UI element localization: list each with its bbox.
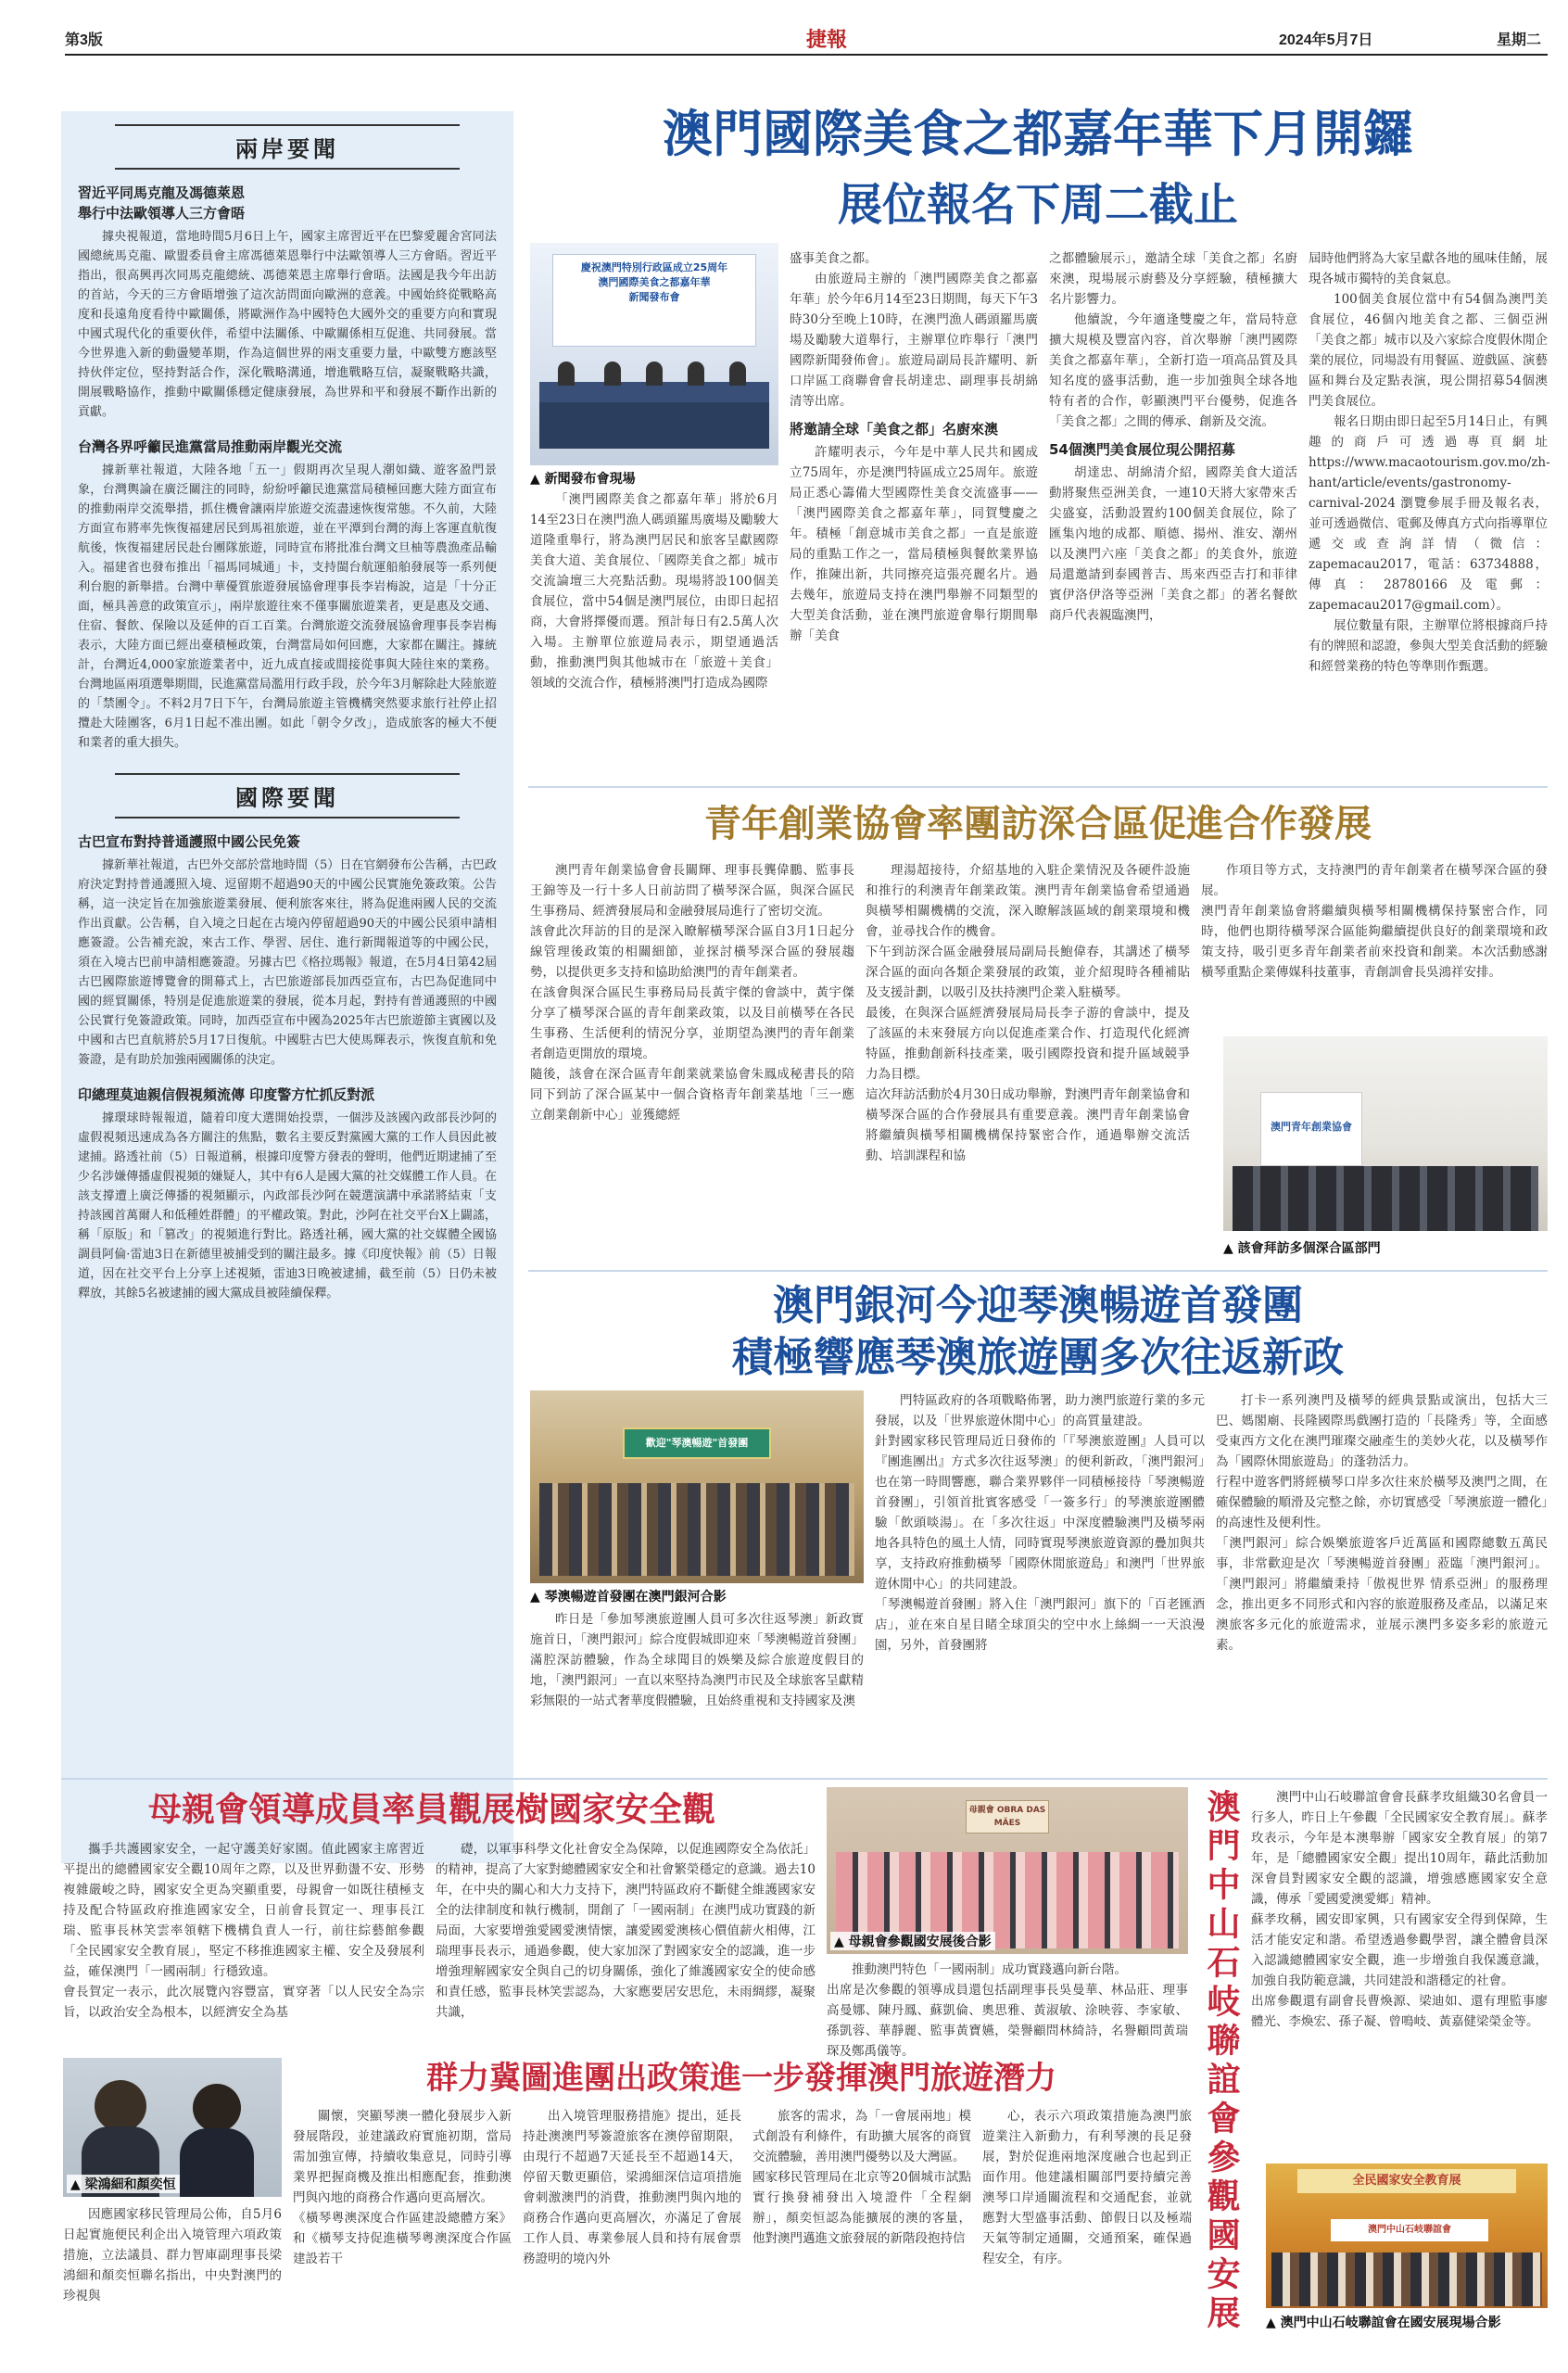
story4-column-1: 攜手共護國家安全，一起守護美好家園。值此國家主席習近平提出的總體國家安全觀10周年之際，以及世界動盪不安、形勢複雜嚴峻之時，國家安全更為突顯重要，母親會一如既往積極支持及配合特區政府推進國家安全，日前會長賀定一、理事長江瑞、監事長林笑雲率領轄下機構負責人一行，前往綜藝館參觀「全民國家安全教育展」，堅定不移推進國家主權、安全及發展利益，確保澳門「一國兩制」行穩致遠。 會長賀定一表示，此次展覽內容豐富，實穿著「以人民安全為宗旨，以政治安全為根本，以經濟安全為基	[63, 1842, 424, 2020]
backdrop-text: 新聞發布會	[628, 291, 680, 303]
story5-vertical-headline: 澳門中山石岐聯誼會參觀國安展	[1202, 1789, 1240, 2334]
story2-column-1: 澳門青年創業協會會長關輝、理事長龔偉鵬、監事長王錦等及一行十多人日前訪問了橫琴深合區，與深合區民生事務局、經濟發展局和金融發展局進行了密切交流。 該會此次拜訪的目的是深入瞭解橫琴深合區自3月1日起分線管理後政策的相關細節，並探討橫琴深合區的發展趨勢，以提供更多支持和協助給澳門的青年創業者。 在該會與深合區民生事務局局長黃宇傑的會談中，黃宇傑分享了橫琴深合區的青年創業政策，以及目前橫琴在各民生事務、生活便利的情況分享，並期望為澳門的青年創業者創造更開放的環境。 隨後，該會在深合區青年創業就業協會朱鳳成秘書長的陪同下到訪了深合區某中一個合資格青年創業基地「三一應立創業創新中心」並獲總經	[530, 863, 854, 1123]
story1-column-2: 盛事美食之都。 由旅遊局主辦的「澳門國際美食之都嘉年華」於今年6月14至23日期間，每天下午3時30分至晚上10時，在澳門漁人碼頭羅馬廣場及勵駿大道舉行，主辦單位昨舉行「澳門國際新聞發佈會」。旅遊局副局長許耀明、新口岸區工商聯會會長胡達忠、副理事長胡綿清等出席。 將邀請全球「美食之都」名廚來澳 許耀明表示，今年是中華人民共和國成立75周年，亦是澳門特區成立25周年。旅遊局正悉心籌備大型國際性美食交流盛事——「澳門國際美食之都嘉年華」，同賀雙慶之年。積極「創意城市美食之都」一直是旅遊局的重點工作之一，當局積極與餐飲業界協作，推陳出新，共同擦亮這張亮麗名片。過去幾年，旅遊局支持在澳門舉辦不同類型的大型美食活動，並在澳門旅遊會舉行期間舉辦「美食	[790, 251, 1038, 643]
tour-group-photo	[530, 1390, 864, 1583]
story6-column-4: 旅客的需求，為「一會展兩地」模式創設有利條件，有助擴大展客的商貿交流體驗，善用澳門優勢以及大灣區。 國家移民管理局在北京等20個城市試點實行換發補發出入境證件「全程網辦」，顏奕恒認為能擴展的澳的客量，他對澳門邁進文旅發展的新階段抱持信	[752, 2109, 971, 2246]
story1-column-4: 屆時他們將為大家呈獻各地的風味佳餚，展現各城市獨特的美食氣息。 100個美食展位當中有54個為澳門美食展位，46個內地美食之都、三個亞洲「美食之都」城市以及六家綜合度假休閒企業的展位，同場設有用餐區、遊戲區、演藝區和舞台及定點表演，現公開招募54個澳門美食展位。 報名日期由即日起至5月14日止，有興趣的商戶可透過專頁網址https://www.macaotourism.gov.mo/zh-hant/article/events/gastronomy-carnival-2024 瀏覽參展手冊及報名表，並可透過微信、電郵及傳真方式向指導單位遞交或查詢詳情（微信：zapemacau2017，電話：63734888，傳真：28780166及電郵：zapemacau2017@gmail.com）。 展位數量有限，主辦單位將根據商戶持有的牌照和認證，參與大型美食活動的經驗和經營業務的特色等準則作甄選。	[1309, 251, 1550, 674]
page-number: 第3版	[65, 32, 103, 48]
photo-caption: ▲ 澳門中山石岐聯誼會在國安展現場合影	[1266, 2316, 1501, 2330]
photo-caption: ▲ 母親會參觀國安展後合影	[830, 1932, 995, 1950]
story6-column-1: 因應國家移民管理局公佈，自5月6日起實施便民利企出入境管理六項政策措施，立法議員、群力智庫副理事長梁鴻細和顏奕恒聯名指出，中央對澳門的珍視與	[63, 2207, 282, 2303]
sidebar-item-body: 據央視報道，當地時間5月6日上午，國家主席習近平在巴黎愛麗舍宮同法國總統馬克龍、歐盟委員會主席馮德萊恩舉行中法歐領導人三方會晤。習近平指出，很高興再次同馬克龍總統、馮德萊恩主席舉行會晤。法國是我今年出訪的首站，今天的三方會晤增強了這次訪問面向歐洲的意義。中國始終從戰略高度和長遠角度看待中歐關係，將歐洲作為中國特色大國外交的重要方向和實現中國式現代化的重要伙伴，希望中法關係、中歐關係相互促進、共同發展。當今世界進入新的動盪變革期，作為這個世界的兩支重要力量，中歐雙方應該堅持伙伴定位，堅持對話合作，深化戰略溝通，增進戰略互信，凝聚戰略共識，開展戰略協作，推動中歐關係穩定健康發展，為世界和平和發展不斷作出新的貢獻。	[78, 230, 497, 419]
story6-column-3: 出入境管理服務措施》提出，延長持赴澳澳門琴簽證旅客在澳停留期限，由現行不超過7天延長至不超過14天，停留天數更顯倍，梁鴻細深信這項措施會刺激澳門的消費，推動澳門與內地的商務合作邁向更高層次，亦滿足了會展工作人員、專業參展人員和持有展會票務證明的境內外	[523, 2109, 741, 2266]
story2-column-3: 作項目等方式，支持澳門的青年創業者在橫琴深合區的發展。 澳門青年創業協會將繼續與橫琴相關機構保持緊密合作，同時，他們也期待橫琴深合區能夠繼續提供良好的創業環境和政策支持，吸引更多青年創業者前來投資和創業。本次活動感謝橫琴重點企業傳媒科技董事，青創訓會長吳鴻祥安排。	[1201, 863, 1548, 980]
exhibition-banner: 全民國家安全教育展	[1297, 2169, 1516, 2193]
welcome-banner: 歡迎"琴澳暢遊"首發團	[623, 1428, 771, 1459]
story5-body: 澳門中山石岐聯誼會會長蘇孝玫組織30名會員一行多人，昨日上午參觀「全民國家安全教育展」。蘇孝玫表示，今年是本澳舉辦「國家安全教育展」的第7年，是「總體國家安全觀」提出10周年，藉此活動加深會員對國家安全觀的認識，增強感應國家安全意識，傳承「愛國愛澳愛鄉」精神。 蘇孝玫稱，國安即家興，只有國家安全得到保障，生活才能安定和諧。希望透過參觀學習，讓全體會員深入認識總體國家安全觀，進一步增強自我保護意識，加強自我防範意識，共同建設和諧穩定的社會。 出席參觀還有副會長曹煥源、梁迪如、還有理監事廖體光、李煥宏、孫子凝、曾鳴岐、黃嘉健梁榮金等。	[1251, 1790, 1548, 2029]
story6-headline: 群力冀圖進團出政策進一步發揮澳門旅遊潛力	[426, 2060, 1056, 2097]
banner-text: 澳門青年創業協會	[1260, 1092, 1362, 1166]
sidebar-item-body: 據新華社報道，大陸各地「五一」假期再次呈現人潮如織、遊客盈門景象，台灣輿論在廣泛關注的同時，紛紛呼籲民進黨當局積極回應大陸方面宣布的推動兩岸交流舉措，抓住機會讓兩岸旅遊交流盡速恢復常態。不久前，大陸方面宣布將率先恢復福建居民到馬祖旅遊，並在平潭到台灣的海上客運直航復航後，恢復福建居民赴台團隊旅遊，同時宣布將批准台灣文旦柚等農漁產品輸入。福建省也發布推出「福馬同城通」卡，支持閩台航運船舶發展等一系列便利台胞的新舉措。台灣中華優質旅遊發展協會理事長李岩梅說，這是「十分正面，極具善意的政策宣示」，兩岸旅遊往來不僅事關旅遊業者，更是惠及交通、住宿、餐飲、保險以及延伸的百工百業。台灣旅遊交流發展協會理事長李岩梅表示，大陸方面已經出臺積極政策，台灣當局如何回應，大家都在關注。據統計，台灣近4,000家旅遊業者中，近九成直接或間接從事與大陸往來的業務。台灣地區兩項選舉期間，民進黨當局濫用行政手段，於今年3月解除赴大陸旅遊的「禁團令」。不料2月7日下午，台灣局旅遊主管機構突然要求旅行社停止招攬赴大陸團客，6月1日起不准出團。如此「朝令夕改」，造成旅客的極大不便和業者的重大損失。	[78, 463, 497, 750]
story3-headline-main: 澳門銀河今迎琴澳暢遊首發團	[773, 1282, 1303, 1329]
issue-weekday: 星期二	[1497, 32, 1542, 48]
news-sidebar	[61, 111, 513, 1863]
sidebar-item-title: 印總理莫迪親信假視頻流傳 印度警方忙抓反對派	[78, 1086, 375, 1103]
association-logo: 母親會 OBRA DAS MÃES	[966, 1800, 1049, 1834]
section-heading-international: 國際要聞	[115, 773, 460, 818]
sidebar-item-title: 台灣各界呼籲民進黨當局推動兩岸觀光交流	[78, 438, 343, 455]
sidebar-item-title: 習近平同馬克龍及馮德萊恩	[78, 184, 246, 201]
story1-column-1: 「澳門國際美食之都嘉年華」將於6月14至23日在澳門漁人碼頭羅馬廣場及勵駿大道隆重舉行，將為澳門居民和旅客呈獻國際美食大道、美食展位、「國際美食之都」城市交流論壇三大亮點活動。現場將設100個美食展位，當中54個是澳門展位，由即日起招商，大會將擇優而選。預計每日有2.5萬人次入場。主辦單位旅遊局表示，期望通過活動，推動澳門與其他城市在「旅遊＋美食」領域的交流合作，積極將澳門打造成為國際	[530, 492, 778, 691]
backdrop-text: 慶祝澳門特別行政區成立25周年	[580, 261, 728, 273]
story1-subheading: 54個澳門美食展位現公開招募	[1049, 441, 1235, 458]
sidebar-item-title: 舉行中法歐領導人三方會晤	[78, 205, 246, 222]
story4-headline: 母親會領導成員率員觀展樹國家安全觀	[147, 1791, 715, 1829]
story1-headline-main: 澳門國際美食之都嘉年華下月開鑼	[663, 105, 1413, 163]
paper-logo: 捷報	[806, 28, 848, 52]
association-banner: 澳門中山石岐聯誼會	[1331, 2219, 1488, 2241]
backdrop-text: 澳門國際美食之都嘉年華	[598, 276, 711, 288]
story4-column-3: 推動澳門特色「一國兩制」成功實踐邁向新台階。 出席是次參觀的領導成員還包括副理事長吳曼華、林品莊、理事高曼娜、陳丹鳳、蘇凱倫、奧思雅、黃淑敏、涂映蓉、李家敏、孫凱蓉、華靜麗、監事黃寶嬿，榮譽顧問林綺詩，名譽顧問黃瑞琛及鄭禹儀等。	[827, 1962, 1188, 2059]
issue-date: 2024年5月7日	[1279, 32, 1373, 48]
delegation-photo	[1223, 1036, 1548, 1231]
story3-column-3: 打卡一系列澳門及橫琴的經典景點或演出，包括大三巴、媽閣廟、長隆國際馬戲團打造的「長隆秀」等，全面感受東西方文化在澳門璀璨交融產生的美妙火花，以及橫琴作為「國際休閒旅遊島」的蓬勃活力。 行程中遊客們將經橫琴口岸多次往來於橫琴及澳門之間，在確保體驗的順滑及完整之餘，亦切實感受「琴澳旅遊一體化」的高速性及便利性。 「澳門銀河」綜合娛樂旅遊客戶近萬區和國際總數五萬民事，非常歡迎是次「琴澳暢遊首發團」蒞臨「澳門銀河」。「澳門銀河」將繼續秉持「傲視世界 情系亞洲」的服務理念，推出更多不同形式和內容的旅遊服務及產品，以滿足來澳旅客多元化的旅遊需求，並展示澳門多姿多彩的旅遊元素。	[1216, 1393, 1548, 1653]
photo-caption: ▲ 該會拜訪多個深合區部門	[1223, 1241, 1381, 1256]
story3-column-2: 門特區政府的各項戰略佈署，助力澳門旅遊行業的多元發展，以及「世界旅遊休閒中心」的高質量建設。 針對國家移民管理局近日發佈的「『琴澳旅遊團』人員可以『團進團出』方式多次往返琴澳」的便利新政，「澳門銀河」也在第一時間響應，聯合業界夥伴一同積極接待「琴澳暢遊首發團」，引領首批賓客感受「一簽多行」的琴澳旅遊團體驗「飲頭啖湯」。在「多次往返」中深度體驗澳門及橫琴兩地各具特色的風土人情，同時實現琴澳旅遊資源的疊加與共享，支持政府推動橫琴「國際休閒旅遊島」和澳門「世界旅遊休閒中心」的共同建設。 「琴澳暢遊首發團」將入住「澳門銀河」旗下的「百老匯酒店」，並在來自星目睹全球頂尖的空中水上絲綢一一天浪漫園，另外，首發團將	[875, 1393, 1205, 1653]
press-conference-photo	[530, 243, 778, 465]
sidebar-item-body: 據環球時報報道，隨着印度大選開始投票，一個涉及該國內政部長沙阿的虛假視頻迅速成為各方關注的焦點，數名主要反對黨國大黨的工作人員因此被逮捕。路透社前（5）日報道稱，根據印度警方發表的聲明，他們近期逮捕了至少名涉嫌傳播虛假視頻的嫌疑人，其中有6人是國大黨的社交媒體工作人員。在該支撐遭上廣泛傳播的視頻顯示，內政部長沙阿在競選演講中承諾將結束「支持該國首萬爾人和低種姓群體」的平權政策。對此，沙阿在社交平台X上闢謠，稱「原版」和「篡改」的視頻進行對比。路透社稱，國大黨的社交媒體全國協調員阿倫·雷迪3日在新德里被捕受到的關注最多。據《印度快報》前（5）日報道，因在社交平台上分享上述視頻，雷迪3日晚被逮捕，截至前（5）日仍未被釋放，其餘5名被逮捕的國大黨成員被陸續保釋。	[78, 1111, 497, 1301]
mothers-association-photo	[827, 1787, 1188, 1954]
story2-headline: 青年創業協會率團訪深合區促進合作發展	[704, 803, 1372, 845]
story4-column-2: 礎，以軍事科學文化社會安全為保障，以促進國際安全為依託」的精神，提高了大家對總體國家安全和社會繁榮穩定的意識。過去10年，在中央的關心和大力支持下，澳門特區政府不斷健全維護國家安全的法律制度和執行機制，開創了「一國兩制」在澳門成功實踐的新局面，大家要增強愛國愛澳情懷，讓愛國愛澳核心價值薪火相傳，江瑞理事長表示，通過參觀，使大家加深了對國家安全的認識，進一步增強理解國家安全與自己的切身關係，強化了維護國家安全的使命感和責任感，監事長林笑雲認為，大家應要居安思危，未雨綢繆，凝聚共識，	[436, 1842, 816, 2020]
sidebar-item-title: 古巴宣布對持普通護照中國公民免簽	[78, 833, 301, 850]
photo-caption: ▲ 新聞發布會現場	[530, 472, 636, 487]
section-heading-cross-strait: 兩岸要聞	[115, 124, 460, 170]
divider	[61, 1778, 1548, 1780]
photo-caption: ▲ 梁鴻細和顏奕恒	[67, 2175, 180, 2193]
masthead	[65, 24, 1548, 56]
story1-column-3: 之都體驗展示」，邀請全球「美食之都」名廚來澳，現場展示廚藝及分享經驗，積極擴大名片影響力。 他續說，今年適逢雙慶之年，當局特意擴大規模及豐富內容，首次舉辦「澳門國際美食之都嘉年華」，全新打造一項高品質及具知名度的盛事活動，進一步加強與全球各地特有者的合作，彰顯澳門平台優勢，促進各「美食之都」之間的傳承、創新及交流。 54個澳門美食展位現公開招募 胡達忠、胡綿清介紹，國際美食大道活動將聚焦亞洲美食，一連10天將大家帶來舌尖盛宴，活動設置約100個美食展位，除了匯集內地的成都、順德、揚州、淮安、潮州以及澳門六座「美食之都」的美食外，旅遊局還邀請到泰國普吉、馬來西亞吉打和菲律賓伊洛伊洛等亞洲「美食之都」的著名餐飲商戶代表親臨澳門，	[1049, 251, 1297, 623]
zhongshan-group-photo	[1266, 2164, 1548, 2308]
divider	[528, 786, 1548, 788]
story3-column-1: 昨日是「參加琴澳旅遊團人員可多次往返琴澳」新政實施首日，「澳門銀河」綜合度假城即迎來「琴澳暢遊首發團」滿腔深訪體驗，作為全球聞目的娛樂及綜合旅遊度假目的地，「澳門銀河」一直以來堅持為澳門市民及全球旅客呈獻精彩無限的一站式奢華度假體驗，且始終重視和支持國家及澳	[530, 1612, 864, 1708]
sidebar-item-body: 據新華社報道，古巴外交部於當地時間（5）日在官網發布公告稱，古巴政府決定對持普通護照入境、逗留期不超過90天的中國公民實施免簽政策。公告稱，這一決定旨在加強旅遊業發展、便利旅客來往，將為促進兩國人民的交流作出貢獻。公告稱，自入境之日起在古境內停留超過90天的中國公民須申請相應簽證。公告補充說，來古工作、學習、居住、進行新聞報道等的中國公民，須在入境古巴前申請相應簽證。另據古巴《格拉瑪報》報道，在5月4日第42屆古巴國際旅遊博覽會的開幕式上，古巴旅遊部長加西亞宣布，古巴為促進同中國的經貿關係，特別是促進旅遊業的發展，從本月起，對持有普通護照的中國公民實行免簽證政策。同時，加西亞宣布中國為2025年古巴旅遊節主賓國以及中國和古巴直航將於5月17日復航。中國駐古巴大使馬輝表示，恢復直航和免簽證，是有助於加強兩國關係的決定。	[78, 858, 497, 1067]
story6-column-2: 關懷，突顯琴澳一體化發展步入新發展階段，並建議政府實施初期，當局需加強宣傳，持續收集意見，同時引導業界把握商機及推出相應配套，推動澳門與內地的商務合作邁向更高層次。 《橫琴粵澳深度合作區建設總體方案》和《橫琴支持促進橫琴粵澳深度合作區建設若干	[293, 2109, 512, 2266]
story3-headline-sub: 積極響應琴澳旅遊團多次往返新政	[732, 1334, 1344, 1381]
story6-column-5: 心，表示六項政策措施為澳門旅遊業注入新動力，有利琴澳的長足發展，對於促進兩地深度融合也起到正面作用。他建議相關部門要持續完善澳琴口岸通關流程和交通配套，並就應對大型盛事活動、節假日以及極端天氣等制定通關，交通預案，確保過程安全，有序。	[982, 2109, 1192, 2266]
divider	[528, 1270, 1548, 1272]
story2-column-2: 理湯超接待，介紹基地的入駐企業情況及各硬件設施和推行的利澳青年創業政策。澳門青年創業協會希望通過與橫琴相關機構的交流，深入瞭解該區域的創業環境和機會，並尋找合作的機會。 下午到訪深合區金融發展局副局長鮑偉春，其講述了橫琴深合區的面向各類企業發展的政策，並介紹現時各種補貼及支援計劃，以吸引及扶持澳門企業入駐橫琴。 最後，在與深合區經濟發展局局長李子游的會談中，提及了該區的未來發展方向以促進產業合作、打造現代化經濟特區，推動創新科技產業，吸引國際投資和提升區域競爭力為目標。 這次拜訪活動於4月30日成功舉辦，對澳門青年創業協會和橫琴深合區的合作發展具有重要意義。澳門青年創業協會將繼續與橫琴相關機構保持緊密合作，通過舉辦交流活動、培訓課程和協	[866, 863, 1190, 1163]
story1-subheading: 將邀請全球「美食之都」名廚來澳	[790, 421, 999, 438]
photo-caption: ▲ 琴澳暢遊首發團在澳門銀河合影	[530, 1590, 727, 1605]
story1-headline-sub: 展位報名下周二截止	[837, 179, 1238, 231]
